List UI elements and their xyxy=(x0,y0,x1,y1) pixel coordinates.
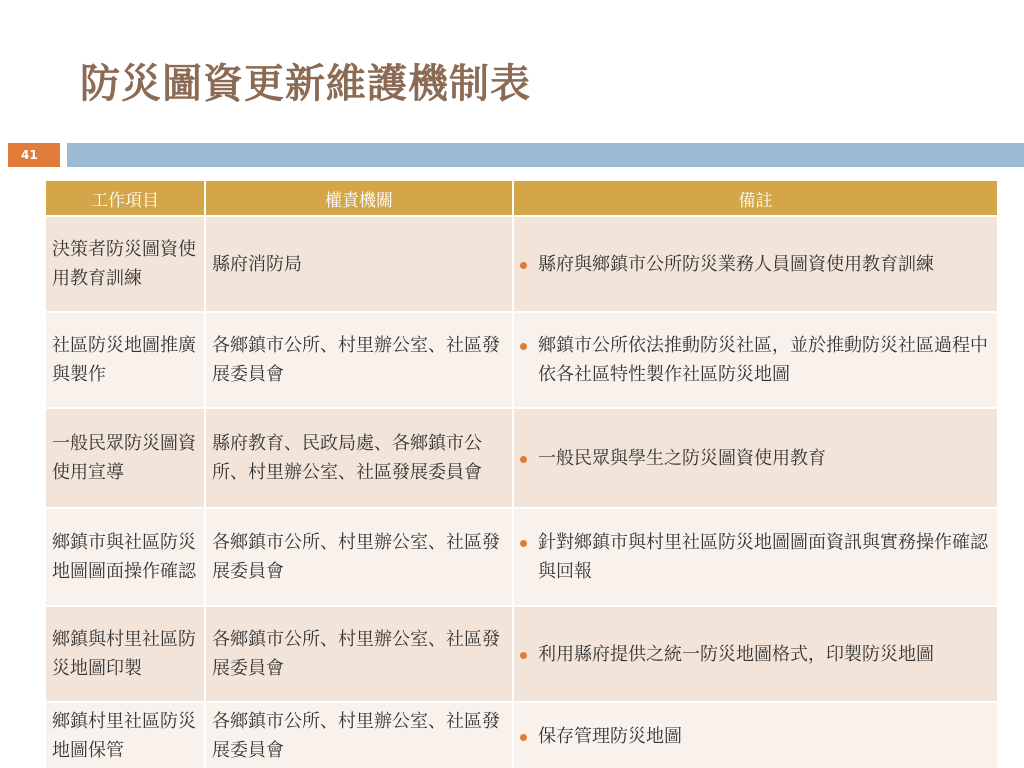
cell-authority: 縣府消防局 xyxy=(205,216,513,312)
column-header-authority: 權責機關 xyxy=(205,180,513,216)
table-container xyxy=(44,179,997,768)
cell-authority: 各鄉鎮市公所、村里辦公室、社區發展委員會 xyxy=(205,702,513,768)
cell-note xyxy=(513,508,998,606)
note-text: 一般民眾與學生之防災圖資使用教育 xyxy=(538,447,826,469)
cell-authority: 各鄉鎮市公所、村里辦公室、社區發展委員會 xyxy=(205,312,513,408)
header-bar xyxy=(67,143,1024,167)
note-text: 鄉鎮市公所依法推動防災社區，並於推動防災社區過程中依各社區特性製作社區防災地圖 xyxy=(538,335,988,385)
maintenance-table xyxy=(44,179,999,768)
page-number-badge: 41 xyxy=(8,143,60,167)
cell-item: 社區防災地圖推廣與製作 xyxy=(45,312,205,408)
cell-authority: 縣府教育、民政局處、各鄉鎮市公所、村里辦公室、社區發展委員會 xyxy=(205,408,513,508)
cell-item: 決策者防災圖資使用教育訓練 xyxy=(45,216,205,312)
table-row xyxy=(45,702,998,768)
table-row xyxy=(45,312,998,408)
table-row xyxy=(45,508,998,606)
cell-note xyxy=(513,216,998,312)
slide-title: 防災圖資更新維護機制表 xyxy=(80,61,531,107)
bullet-icon xyxy=(520,456,527,463)
bullet-icon xyxy=(520,734,527,741)
table-header-row xyxy=(45,180,998,216)
cell-note xyxy=(513,408,998,508)
cell-note xyxy=(513,606,998,702)
cell-authority: 各鄉鎮市公所、村里辦公室、社區發展委員會 xyxy=(205,508,513,606)
cell-item: 鄉鎮與村里社區防災地圖印製 xyxy=(45,606,205,702)
note-text: 針對鄉鎮市與村里社區防災地圖圖面資訊與實務操作確認與回報 xyxy=(538,532,988,582)
cell-item: 鄉鎮市與社區防災地圖圖面操作確認 xyxy=(45,508,205,606)
cell-item: 一般民眾防災圖資使用宣導 xyxy=(45,408,205,508)
table-row xyxy=(45,216,998,312)
column-header-note: 備註 xyxy=(513,180,998,216)
table-row xyxy=(45,606,998,702)
bullet-icon xyxy=(520,540,527,547)
cell-authority: 各鄉鎮市公所、村里辦公室、社區發展委員會 xyxy=(205,606,513,702)
note-text: 保存管理防災地圖 xyxy=(538,725,682,747)
bullet-icon xyxy=(520,652,527,659)
column-header-item: 工作項目 xyxy=(45,180,205,216)
note-text: 利用縣府提供之統一防災地圖格式，印製防災地圖 xyxy=(538,643,934,665)
bullet-icon xyxy=(520,343,527,350)
note-text: 縣府與鄉鎮市公所防災業務人員圖資使用教育訓練 xyxy=(538,253,934,275)
cell-note xyxy=(513,702,998,768)
table-row xyxy=(45,408,998,508)
bullet-icon xyxy=(520,262,527,269)
cell-item: 鄉鎮村里社區防災地圖保管 xyxy=(45,702,205,768)
cell-note xyxy=(513,312,998,408)
